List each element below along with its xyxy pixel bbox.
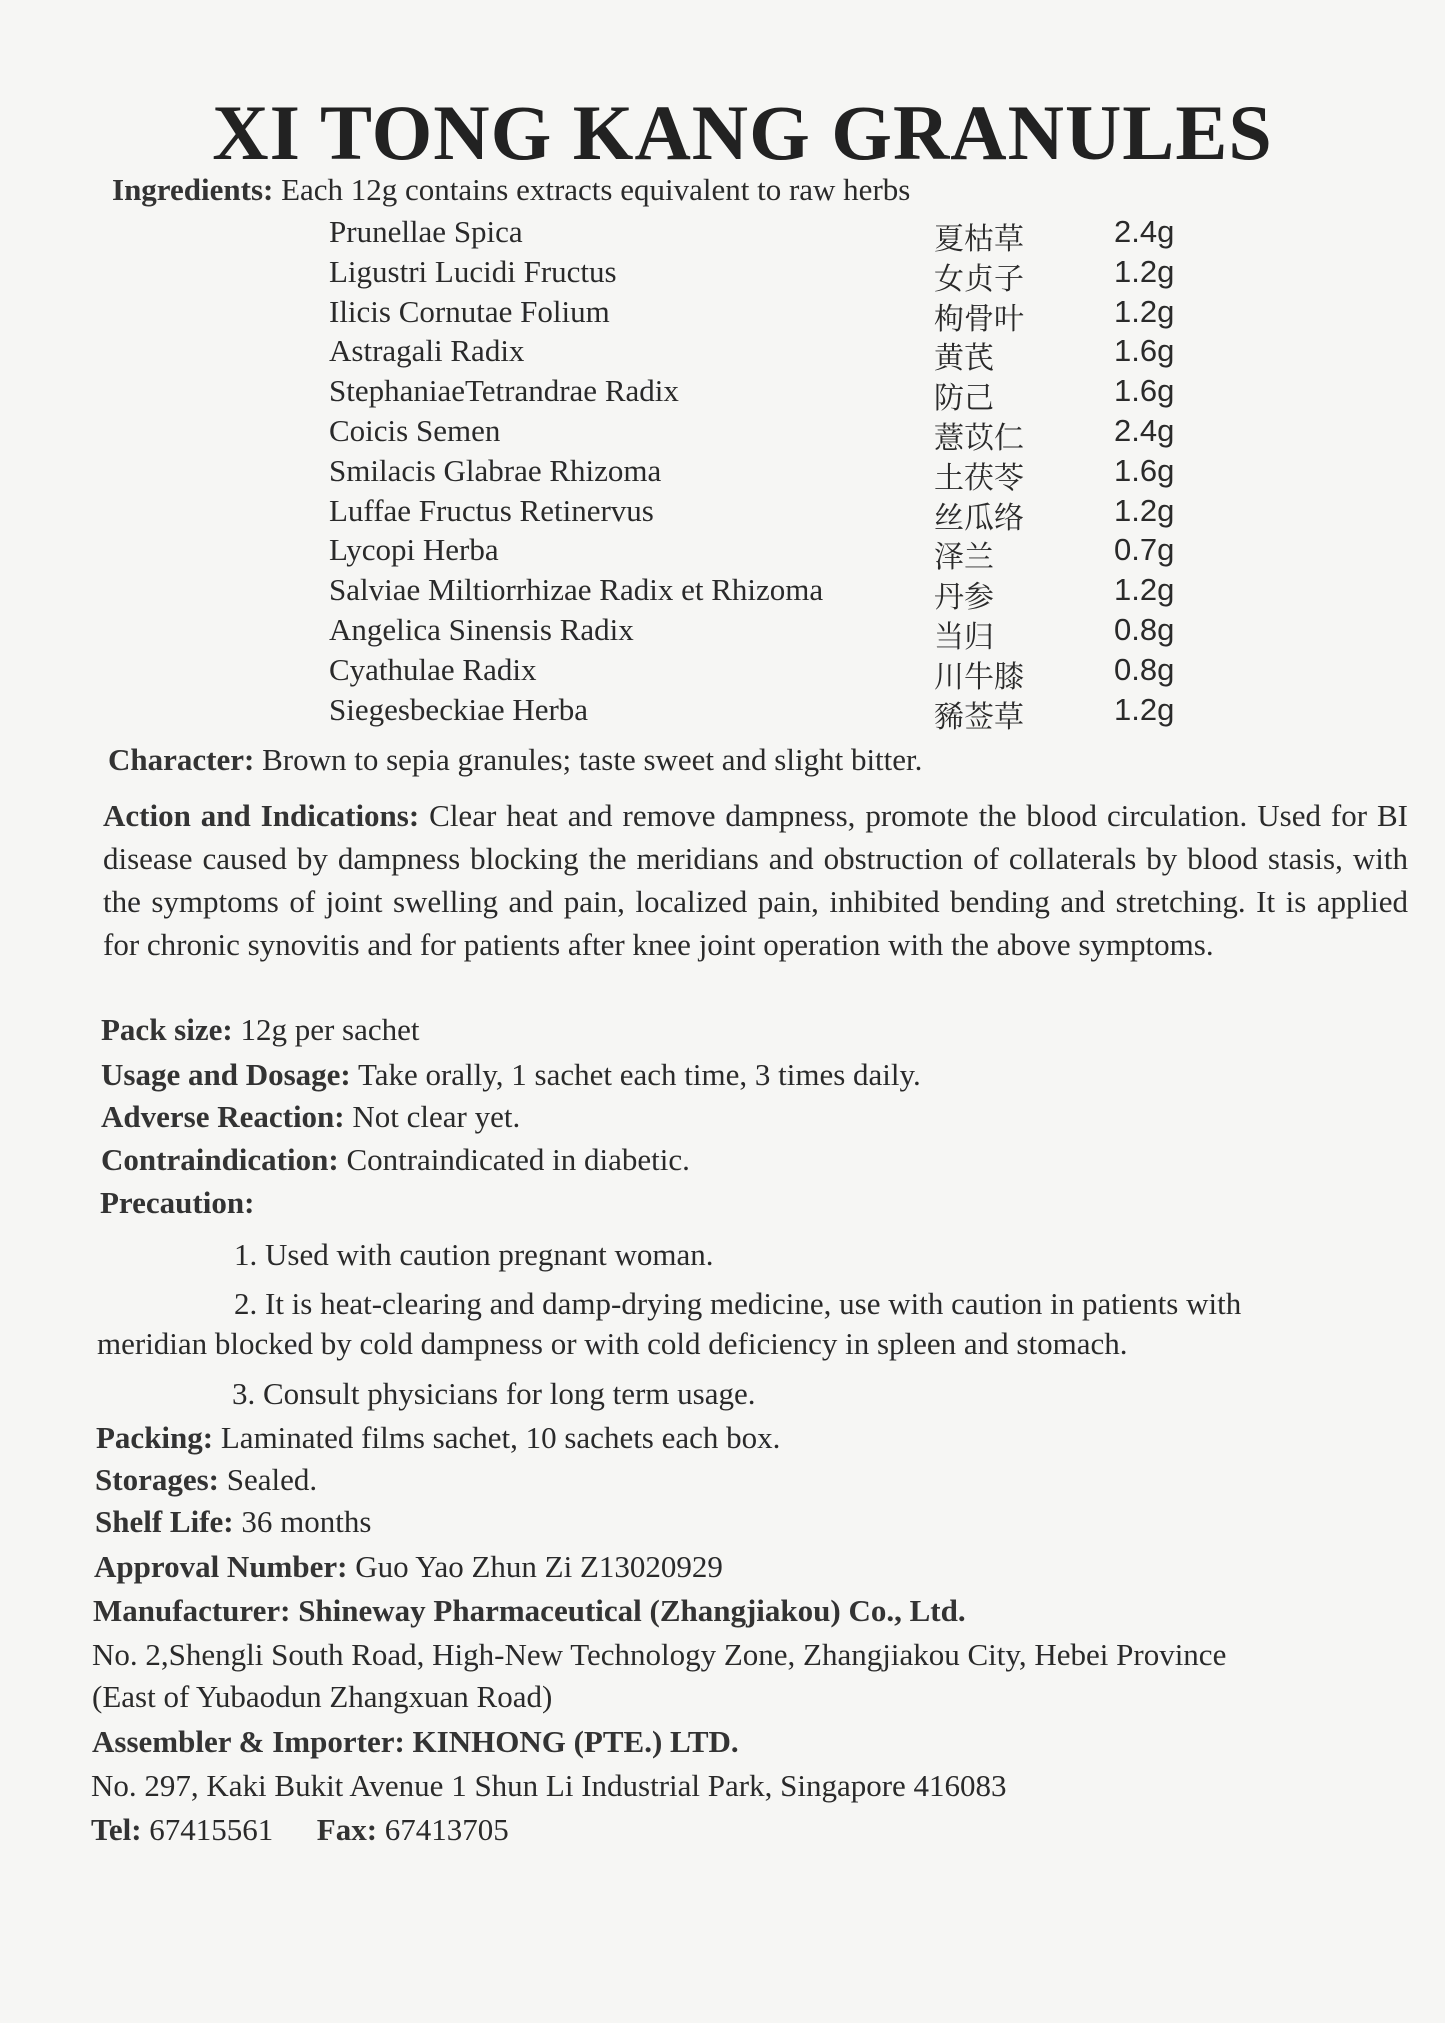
storages-text: Sealed. (226, 1462, 318, 1497)
adverse-label: Adverse Reaction: (101, 1099, 345, 1134)
herb-row (0, 214, 1445, 257)
usage-label: Usage and Dosage: (101, 1057, 351, 1092)
assembler-name: KINHONG (PTE.) LTD. (412, 1724, 739, 1759)
herb-row (0, 373, 1445, 416)
herb-latin-name: Luffae Fructus Retinervus (329, 493, 654, 528)
action-label: Action and Indications: (103, 798, 420, 833)
pack-size-line (101, 1010, 420, 1050)
usage-line (101, 1055, 921, 1095)
herb-amount: 1.2g (1114, 294, 1175, 329)
adverse-line (101, 1097, 520, 1137)
herb-chinese-name: 薏苡仁 (934, 421, 1024, 456)
herb-amount: 2.4g (1114, 214, 1175, 249)
manufacturer-label: Manufacturer: (93, 1593, 291, 1628)
ingredients-label: Ingredients: (112, 172, 274, 207)
fax-label: Fax: (316, 1812, 378, 1847)
herb-latin-name: Smilacis Glabrae Rhizoma (329, 453, 662, 488)
pack-size-text: 12g per sachet (240, 1012, 420, 1047)
manufacturer-line (93, 1591, 966, 1631)
herb-amount: 1.2g (1114, 254, 1175, 289)
pack-size-label: Pack size: (101, 1012, 233, 1047)
packing-line (96, 1418, 780, 1458)
herb-row (0, 493, 1445, 536)
herb-amount: 1.6g (1114, 333, 1175, 368)
ingredients-line (112, 170, 910, 210)
shelf-life-line (95, 1502, 371, 1542)
assembler-address: No. 297, Kaki Bukit Avenue 1 Shun Li Industrial Park, Singapore 416083 (91, 1768, 1007, 1803)
character-line (108, 740, 922, 780)
herb-chinese-name: 丝瓜络 (934, 501, 1024, 536)
herb-chinese-name: 夏枯草 (934, 222, 1024, 257)
herb-chinese-name: 豨莶草 (934, 700, 1024, 735)
herb-latin-name: Lycopi Herba (329, 532, 499, 567)
herb-latin-name: Cyathulae Radix (329, 652, 537, 687)
packing-label: Packing: (96, 1420, 214, 1455)
herb-latin-name: Ilicis Cornutae Folium (329, 294, 610, 329)
herb-amount: 0.8g (1114, 612, 1175, 647)
approval-line (94, 1547, 723, 1587)
herb-amount: 1.2g (1114, 692, 1175, 727)
contraindication-text: Contraindicated in diabetic. (346, 1142, 690, 1177)
manufacturer-name: Shineway Pharmaceutical (Zhangjiakou) Co., Ltd. (298, 1593, 966, 1628)
herb-row (0, 413, 1445, 456)
herb-chinese-name: 川牛膝 (934, 660, 1024, 695)
herb-latin-name: StephaniaeTetrandrae Radix (329, 373, 679, 408)
fax-value: 67413705 (384, 1812, 509, 1847)
herb-row (0, 333, 1445, 376)
herb-latin-name: Coicis Semen (329, 413, 501, 448)
herb-chinese-name: 女贞子 (934, 262, 1024, 297)
herb-row (0, 612, 1445, 655)
tel-value: 67415561 (149, 1812, 274, 1847)
herb-amount: 1.6g (1114, 453, 1175, 488)
herb-latin-name: Siegesbeckiae Herba (329, 692, 589, 727)
action-paragraph (103, 794, 1408, 966)
contact-line (91, 1810, 509, 1850)
herb-chinese-name: 防己 (934, 381, 994, 416)
herb-amount: 1.6g (1114, 373, 1175, 408)
herb-chinese-name: 泽兰 (934, 540, 994, 575)
precaution-line (100, 1183, 254, 1223)
herb-latin-name: Astragali Radix (329, 333, 525, 368)
action-text: Clear heat and remove dampness, promote the blood circulation. Used for BI disease caused by dampness blocking the meridians and obstruction of collaterals by blood stasis, with the symptoms of joint swelling and pain, localized pain, inhibited bending and stretching. It is applied for chronic synovitis and for patients after knee joint operation with the above symptoms. (103, 798, 1408, 962)
packing-text: Laminated films sachet, 10 sachets each box. (220, 1420, 781, 1455)
page-title: XI TONG KANG GRANULES (212, 89, 1273, 176)
adverse-text: Not clear yet. (352, 1099, 521, 1134)
approval-label: Approval Number: (94, 1549, 348, 1584)
character-text: Brown to sepia granules; taste sweet and slight bitter. (262, 742, 923, 777)
ingredients-text: Each 12g contains extracts equivalent to raw herbs (281, 172, 911, 207)
manufacturer-address-1: No. 2,Shengli South Road, High-New Technology Zone, Zhangjiakou City, Hebei Province (92, 1637, 1227, 1672)
tel-label: Tel: (91, 1812, 142, 1847)
herb-row (0, 652, 1445, 695)
herb-row (0, 294, 1445, 337)
herb-chinese-name: 土茯苓 (934, 461, 1024, 496)
herb-latin-name: Prunellae Spica (329, 214, 523, 249)
storages-label: Storages: (95, 1462, 219, 1497)
precaution-item-3: 3. Consult physicians for long term usage. (232, 1376, 756, 1411)
precaution-label: Precaution: (100, 1185, 255, 1220)
manufacturer-address-2: (East of Yubaodun Zhangxuan Road) (92, 1679, 553, 1714)
herb-chinese-name: 黄芪 (934, 341, 994, 376)
herb-chinese-name: 枸骨叶 (934, 302, 1024, 337)
precaution-item-2 (97, 1284, 1405, 1364)
precaution-item-2-first: 2. It is heat-clearing and damp-drying medicine, use with caution in patients with (234, 1286, 1242, 1321)
herb-amount: 0.7g (1114, 532, 1175, 567)
precaution-item-1: 1. Used with caution pregnant woman. (234, 1237, 714, 1272)
herb-chinese-name: 丹参 (934, 580, 994, 615)
herb-row (0, 572, 1445, 615)
herb-amount: 2.4g (1114, 413, 1175, 448)
herb-row (0, 692, 1445, 735)
herb-row (0, 453, 1445, 496)
shelf-life-label: Shelf Life: (95, 1504, 234, 1539)
assembler-line (92, 1722, 739, 1762)
contraindication-line (101, 1140, 690, 1180)
herb-latin-name: Salviae Miltiorrhizae Radix et Rhizoma (329, 572, 824, 607)
contraindication-label: Contraindication: (101, 1142, 339, 1177)
precaution-item-2-rest: meridian blocked by cold dampness or with cold deficiency in spleen and stomach. (97, 1326, 1128, 1361)
shelf-life-text: 36 months (241, 1504, 372, 1539)
herb-row (0, 254, 1445, 297)
character-label: Character: (108, 742, 255, 777)
herb-chinese-name: 当归 (934, 620, 994, 655)
herb-amount: 1.2g (1114, 572, 1175, 607)
storages-line (95, 1460, 317, 1500)
herb-latin-name: Angelica Sinensis Radix (329, 612, 634, 647)
usage-text: Take orally, 1 sachet each time, 3 times daily. (357, 1057, 921, 1092)
assembler-label: Assembler & Importer: (92, 1724, 405, 1759)
manufacturer-address (92, 1634, 1402, 1718)
herb-latin-name: Ligustri Lucidi Fructus (329, 254, 617, 289)
herb-amount: 1.2g (1114, 493, 1175, 528)
herb-row (0, 532, 1445, 575)
approval-text: Guo Yao Zhun Zi Z13020929 (355, 1549, 723, 1584)
herb-amount: 0.8g (1114, 652, 1175, 687)
